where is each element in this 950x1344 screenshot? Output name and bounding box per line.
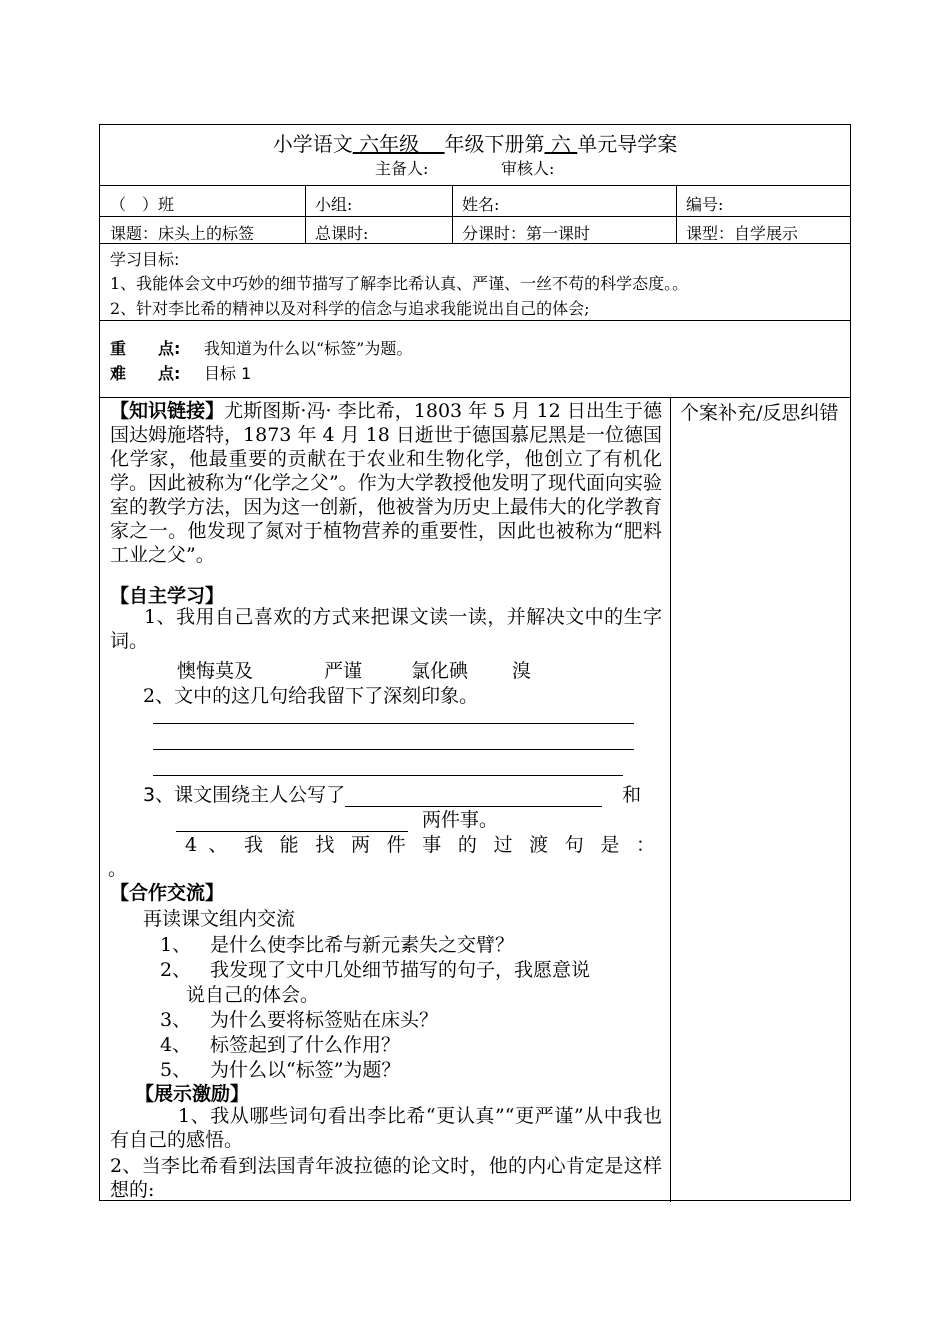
q3-blank-2[interactable] <box>176 809 408 832</box>
title-prefix: 小学语文 <box>272 132 353 156</box>
coop-item-num: 4、 <box>160 1034 192 1056</box>
coop-item-text: 标签起到了什么作用？ <box>210 1034 401 1056</box>
self-study-q3-cont: 两件事。 <box>176 805 498 832</box>
self-study-q1: 1、我用自己喜欢的方式来把课文读一读，并解决文中的生字词。 <box>110 606 662 652</box>
coop-item-text: 是什么使李比希与新元素失之交臂？ <box>210 934 515 956</box>
cooperation-heading: 【合作交流】 <box>110 882 225 904</box>
knowledge-text: 尤斯图斯·冯· 李比希，1803 年 5 月 12 日出生于德国达姆施塔特，1873 年 4 月 18 日逝世于德国慕尼黑是一位德国化学家，他最重要的贡献在于农业和生物化学，他创立了有机化学。因此被称为“化学之父”。作为大学教授他发明了现代面向实验室的教学方法，因为这一创新，他被誉为历史上最伟大的化学教育家之一。他发现了氮对于植物营养的重要性，因此也被称为“肥料工业之父”。 <box>110 400 662 566</box>
coop-item-text: 为什么以“标签”为题？ <box>210 1059 401 1081</box>
title-suffix: 单元导学案 <box>577 132 678 156</box>
vocab-word: 严谨 <box>324 660 363 682</box>
title-grade: 六年级 <box>359 132 420 156</box>
vocab-word: 溴 <box>512 660 532 682</box>
showcase-q2: 2、当李比希看到法国青年波拉德的论文时，他的内心肯定是这样想的: <box>110 1155 662 1201</box>
key-point-label: 重 点: <box>110 339 181 358</box>
coop-item-text: 说自己的体会。 <box>186 984 320 1006</box>
worksheet-table <box>99 124 851 1201</box>
objective-item: 1、我能体会文中巧妙的细节描写了解李比希认真、严谨、一丝不苟的科学态度。。 <box>110 274 689 293</box>
title-middle: 年级下册第 <box>444 132 545 156</box>
self-study-heading: 【自主学习】 <box>110 585 225 607</box>
key-point-text: 我知道为什么以“标签”为题。 <box>204 339 413 358</box>
number-field: 编号: <box>686 195 724 214</box>
showcase-heading: 【展示激励】 <box>135 1083 250 1105</box>
class-field: （ ）班 <box>110 195 175 214</box>
coop-item-num: 2、 <box>160 959 192 981</box>
showcase-q1: 1、我从哪些词句看出李比希“更认真”“更严谨”从中我也有自己的感悟。 <box>110 1105 662 1151</box>
difficult-point-text: 目标 1 <box>204 364 252 383</box>
knowledge-link <box>110 399 662 567</box>
lesson-type: 课型：自学展示 <box>686 224 799 243</box>
coop-item-num: 3、 <box>160 1009 192 1031</box>
objectives-heading: 学习目标: <box>110 250 180 269</box>
reviewer-label: 审核人: <box>501 159 555 178</box>
self-study-q2: 2、文中的这几句给我留下了深刻印象。 <box>143 685 479 707</box>
objective-item: 2、针对李比希的精神以及对科学的信念与追求我能说出自己的体会; <box>110 299 590 318</box>
coop-item-num: 5、 <box>160 1059 192 1081</box>
answer-line <box>153 749 634 750</box>
page-title <box>100 128 850 157</box>
total-hours: 总课时: <box>315 224 369 243</box>
answer-line <box>153 723 634 724</box>
main-preparer-label: 主备人: <box>375 159 429 178</box>
coop-item-text: 为什么要将标签贴在床头？ <box>210 1009 439 1031</box>
side-note: 个案补充/反思纠错 <box>680 402 839 424</box>
answer-line <box>153 775 623 776</box>
coop-item-num: 1、 <box>160 934 192 956</box>
coop-item-text: 我发现了文中几处细节描写的句子，我愿意说 <box>210 959 591 981</box>
vocab-word: 氯化碘 <box>411 660 469 682</box>
lesson-topic: 课题：床头上的标签 <box>110 224 255 243</box>
vocab-word: 懊悔莫及 <box>177 660 254 682</box>
self-study-q3: 3、课文围绕主人公写了 和 <box>143 784 642 806</box>
name-field: 姓名: <box>462 195 500 214</box>
q3-blank-1[interactable] <box>345 784 602 807</box>
group-field: 小组: <box>315 195 353 214</box>
self-study-q4: 4 、 我 能 找 两 件 事 的 过 渡 句 是 ： <box>185 834 655 856</box>
sub-hour: 分课时：第一课时 <box>462 224 591 243</box>
knowledge-heading: 【知识链接】 <box>110 400 225 422</box>
cooperation-intro: 再读课文组内交流 <box>143 908 296 930</box>
q4-end: 。 <box>108 858 128 880</box>
title-unit: 六 <box>550 132 571 156</box>
difficult-point-label: 难 点: <box>110 364 181 383</box>
